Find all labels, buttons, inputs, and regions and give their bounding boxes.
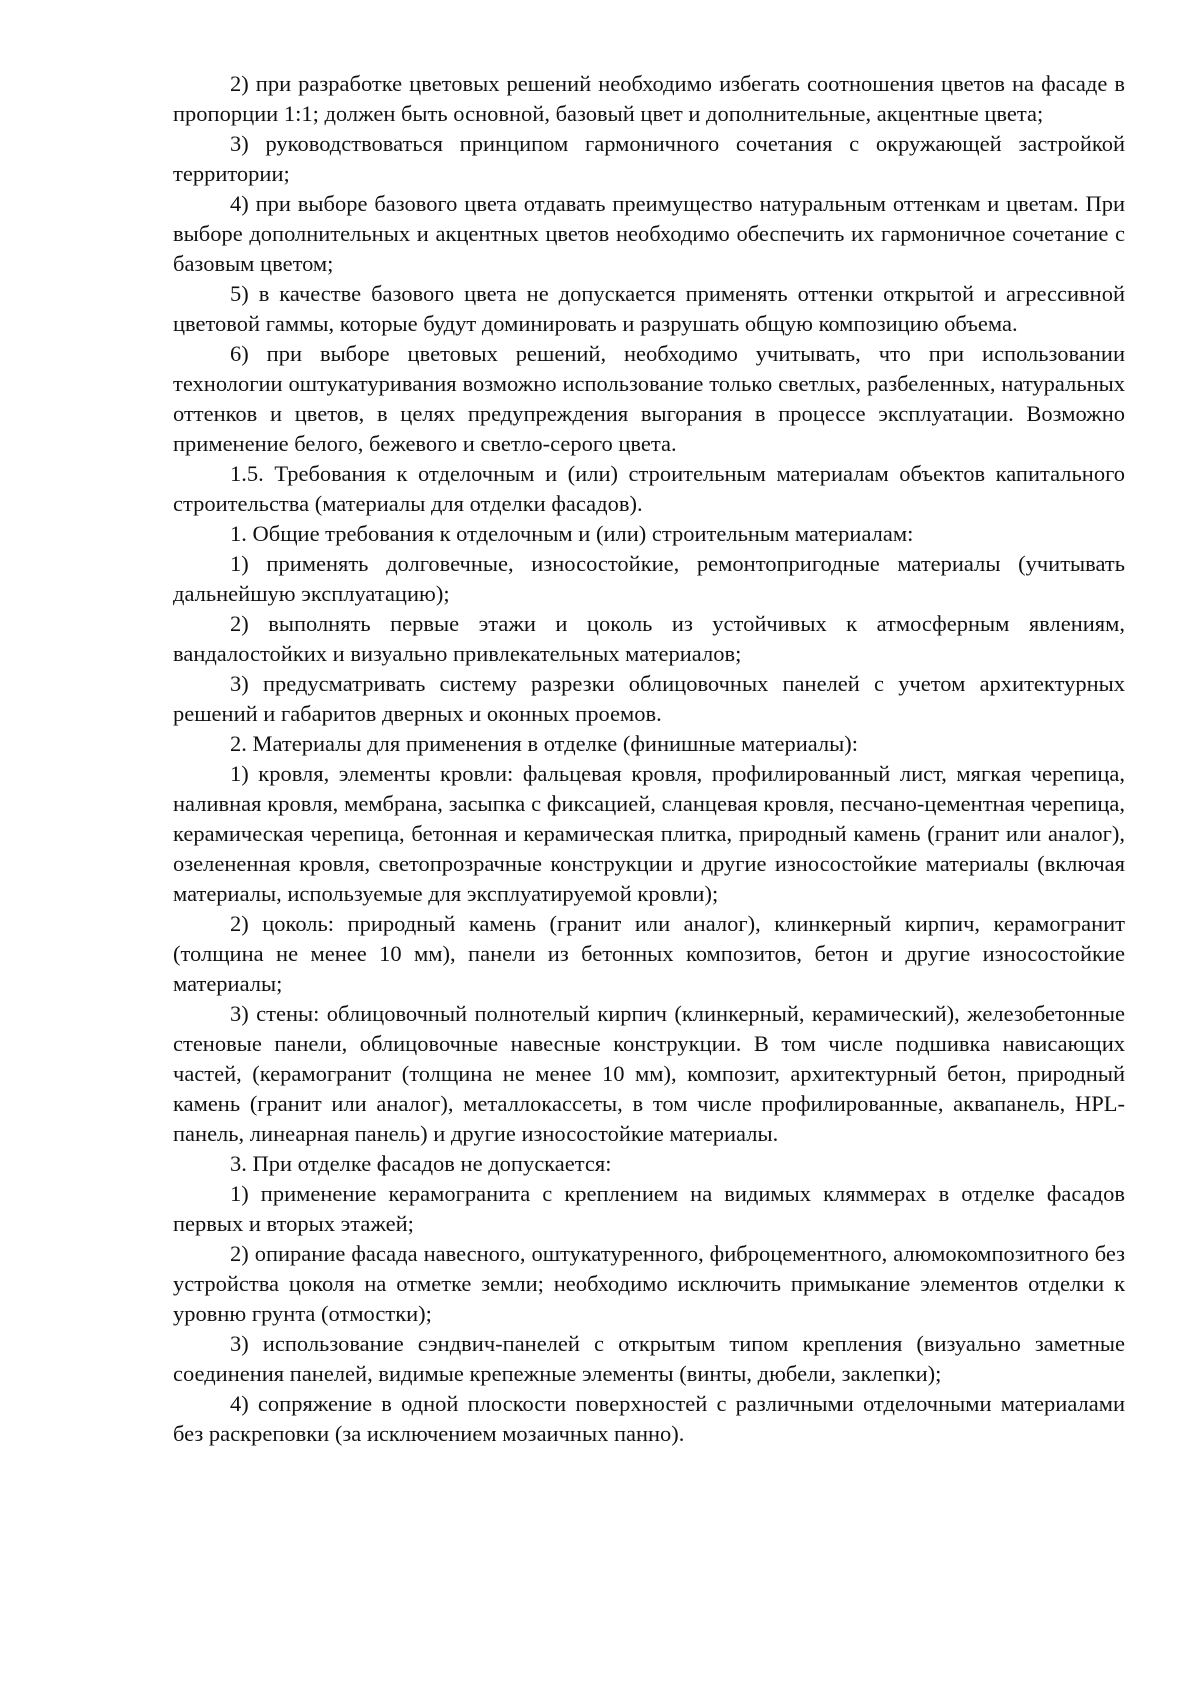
- paragraph-visible-clamps: 1) применение керамогранита с креплением на видимых кляммерах в отделке фасадов первых и вторых этажей;: [173, 1181, 1125, 1236]
- subheading-general-requirements: 1. Общие требования к отделочным и (или) строительным материалам:: [230, 521, 914, 546]
- subheading-finishing-materials: 2. Материалы для применения в отделке (финишные материалы):: [230, 731, 859, 756]
- paragraph-harmony: 3) руководствоваться принципом гармоничного сочетания с окружающей застройкой территории;: [173, 131, 1125, 186]
- paragraph-plinth: 2) цоколь: природный камень (гранит или аналог), клинкерный кирпич, керамогранит (толщина не менее 10 мм), панели из бетонных композитов, бетон и другие износостойкие материалы;: [173, 911, 1125, 996]
- paragraph-color-ratio: 2) при разработке цветовых решений необходимо избегать соотношения цветов на фасаде в пропорции 1:1; должен быть основной, базовый цвет и дополнительные, акцентные цвета;: [173, 71, 1125, 126]
- paragraph-aggressive-colors: 5) в качестве базового цвета не допускается применять оттенки открытой и агрессивной цветовой гаммы, которые будут доминировать и разрушать общую композицию объема.: [173, 281, 1125, 336]
- paragraph-plaster-colors: 6) при выборе цветовых решений, необходимо учитывать, что при использовании технологии оштукатуривания возможно использование только светлых, разбеленных, натуральных оттенков и цветов, в целях предупреждения выгорания в процессе эксплуатации. Возможно применение белого, бежевого и светло-серого цвета.: [173, 341, 1125, 456]
- subheading-not-allowed: 3. При отделке фасадов не допускается:: [230, 1151, 612, 1176]
- section-heading-1-5: 1.5. Требования к отделочным и (или) строительным материалам объектов капитального строительства (материалы для отделки фасадов).: [173, 461, 1125, 516]
- paragraph-base-color: 4) при выборе базового цвета отдавать преимущество натуральным оттенкам и цветам. При выборе дополнительных и акцентных цветов необходимо обеспечить их гармоничное сочетание с базовым цветом;: [173, 191, 1125, 276]
- paragraph-durable-materials: 1) применять долговечные, износостойкие, ремонтопригодные материалы (учитывать дальнейшую эксплуатацию);: [173, 551, 1125, 606]
- paragraph-walls: 3) стены: облицовочный полнотелый кирпич (клинкерный, керамический), железобетонные стеновые панели, облицовочные навесные конструкции. В том числе подшивка нависающих частей, (керамогранит (толщина не менее 10 мм), композит, архитектурный бетон, природный камень (гранит или аналог), металлокассеты, в том числе профилированные, аквапанель, HPL-панель, линеарная панель) и другие износостойкие материалы.: [173, 1001, 1125, 1146]
- paragraph-surface-junction: 4) сопряжение в одной плоскости поверхностей с различными отделочными материалами без раскреповки (за исключением мозаичных панно).: [173, 1391, 1125, 1446]
- paragraph-first-floors: 2) выполнять первые этажи и цоколь из устойчивых к атмосферным явлениям, вандалостойких и визуально привлекательных материалов;: [173, 611, 1125, 666]
- paragraph-panel-cutting: 3) предусматривать систему разрезки облицовочных панелей с учетом архитектурных решений и габаритов дверных и оконных проемов.: [173, 671, 1125, 726]
- document-page: [173, 69, 1125, 1449]
- paragraph-sandwich-panels: 3) использование сэндвич-панелей с открытым типом крепления (визуально заметные соединения панелей, видимые крепежные элементы (винты, дюбели, заклепки);: [173, 1331, 1125, 1386]
- paragraph-facade-support: 2) опирание фасада навесного, оштукатуренного, фиброцементного, алюмокомпозитного без устройства цоколя на отметке земли; необходимо исключить примыкание элементов отделки к уровню грунта (отмостки);: [173, 1241, 1125, 1326]
- paragraph-roofing: 1) кровля, элементы кровли: фальцевая кровля, профилированный лист, мягкая черепица, наливная кровля, мембрана, засыпка с фиксацией, сланцевая кровля, песчано-цементная черепица, керамическая черепица, бетонная и керамическая плитка, природный камень (гранит или аналог), озелененная кровля, светопрозрачные конструкции и другие износостойкие материалы (включая материалы, используемые для эксплуатируемой кровли);: [173, 761, 1125, 906]
